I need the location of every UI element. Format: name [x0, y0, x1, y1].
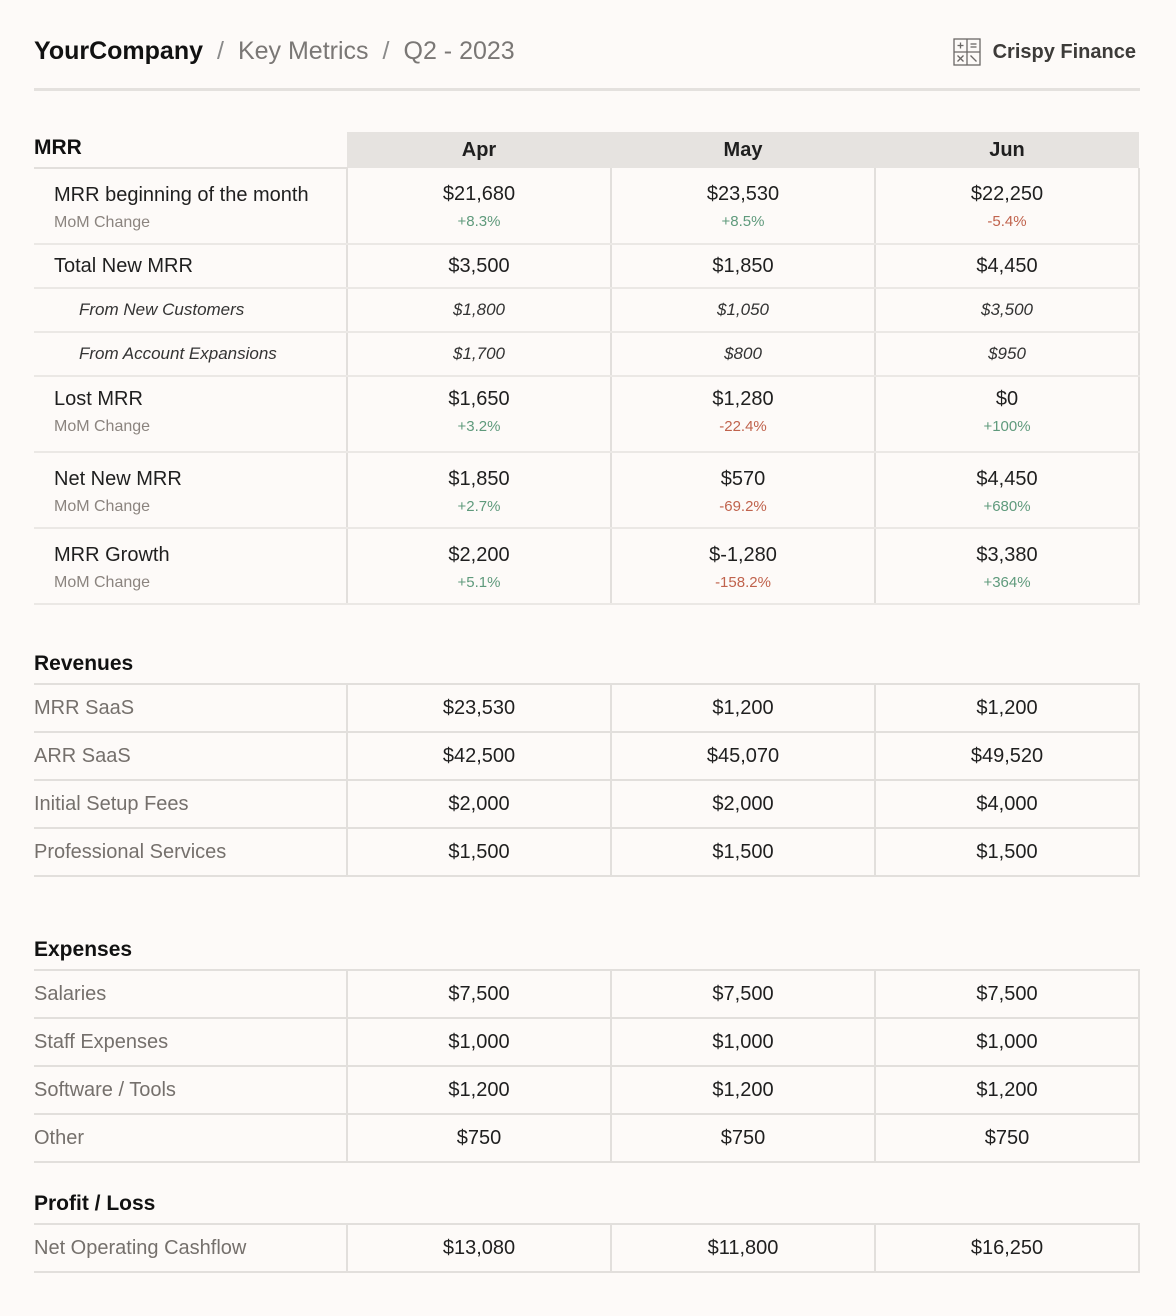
- value: $750: [875, 1114, 1139, 1162]
- month-header: May: [611, 132, 875, 168]
- value: $1,800: [347, 288, 611, 332]
- value: $23,530: [706, 183, 780, 205]
- table-row: [34, 1018, 1139, 1066]
- value-cell: [347, 168, 611, 244]
- table-row: [34, 828, 1139, 876]
- table-row: [34, 288, 1139, 332]
- value: $1,200: [347, 1066, 611, 1114]
- value-cell: [611, 168, 875, 244]
- table-row: [34, 684, 1139, 732]
- mom-change: -5.4%: [987, 213, 1027, 230]
- value: $1,050: [611, 288, 875, 332]
- brand-name[interactable]: Crispy Finance: [992, 40, 1136, 63]
- value: $950: [875, 332, 1139, 376]
- table-row: [34, 244, 1139, 288]
- value-cell: [875, 452, 1139, 528]
- mom-change-label: MoM Change: [54, 498, 151, 515]
- value: $2,000: [347, 780, 611, 828]
- row-label: Net New MRR: [54, 468, 182, 490]
- row-label: From New Customers: [34, 288, 347, 332]
- table-row: [34, 528, 1139, 604]
- value: $7,500: [611, 970, 875, 1018]
- value: $3,500: [875, 288, 1139, 332]
- section-title-profit-loss: Profit / Loss: [34, 1184, 1139, 1224]
- value-cell: [875, 168, 1139, 244]
- breadcrumb-period: Q2 - 2023: [403, 37, 515, 65]
- row-label-cell: [34, 376, 347, 452]
- row-label: ARR SaaS: [34, 732, 347, 780]
- value: $750: [611, 1114, 875, 1162]
- value-cell: [875, 376, 1139, 452]
- row-label: Other: [34, 1114, 347, 1162]
- mom-change: +8.5%: [721, 213, 765, 230]
- value: $3,380: [976, 544, 1038, 566]
- brand: [953, 38, 1136, 66]
- breadcrumb-separator: /: [382, 37, 390, 65]
- row-label-cell: [34, 452, 347, 528]
- value: $42,500: [347, 732, 611, 780]
- expenses-table: [34, 930, 1140, 1163]
- value: $1,000: [611, 1018, 875, 1066]
- value: $4,450: [875, 244, 1139, 288]
- value: $23,530: [347, 684, 611, 732]
- mom-change: +680%: [983, 498, 1031, 515]
- breadcrumb-section[interactable]: Key Metrics: [237, 37, 369, 65]
- revenues-table: [34, 644, 1140, 877]
- row-label: Total New MRR: [34, 244, 347, 288]
- value: $13,080: [347, 1224, 611, 1272]
- value: $1,500: [875, 828, 1139, 876]
- value: $21,680: [442, 183, 516, 205]
- section-title-row: [34, 644, 1139, 684]
- value: $1,850: [611, 244, 875, 288]
- section-title-expenses: Expenses: [34, 930, 1139, 970]
- value: $1,850: [448, 468, 510, 490]
- mom-change: -158.2%: [715, 574, 771, 591]
- value-cell: [611, 376, 875, 452]
- value: $1,500: [611, 828, 875, 876]
- table-row: [34, 376, 1139, 452]
- value: $7,500: [875, 970, 1139, 1018]
- value: $800: [611, 332, 875, 376]
- value: $1,000: [347, 1018, 611, 1066]
- table-row: [34, 1066, 1139, 1114]
- row-label: Professional Services: [34, 828, 347, 876]
- breadcrumb: [34, 36, 515, 66]
- value: $-1,280: [709, 544, 777, 566]
- row-label-cell: [34, 168, 347, 244]
- month-header: Apr: [347, 132, 611, 168]
- value: $1,200: [875, 1066, 1139, 1114]
- value: $1,500: [347, 828, 611, 876]
- month-header: Jun: [875, 132, 1139, 168]
- mom-change: +364%: [983, 574, 1031, 591]
- value-cell: [611, 528, 875, 604]
- table-row: [34, 1114, 1139, 1162]
- value-cell: [875, 528, 1139, 604]
- mom-change-label: MoM Change: [54, 574, 151, 591]
- section-title-row: [34, 930, 1139, 970]
- value: $11,800: [611, 1224, 875, 1272]
- row-label: Net Operating Cashflow: [34, 1224, 347, 1272]
- page-header: [34, 0, 1140, 91]
- value: $7,500: [347, 970, 611, 1018]
- value-cell: [347, 376, 611, 452]
- section-title-revenues: Revenues: [34, 644, 1139, 684]
- breadcrumb-company[interactable]: YourCompany: [34, 37, 203, 65]
- value: $22,250: [970, 183, 1044, 205]
- value: $2,000: [611, 780, 875, 828]
- profit-loss-table: [34, 1184, 1140, 1273]
- row-label-cell: [34, 528, 347, 604]
- table-row: [34, 970, 1139, 1018]
- value-cell: [347, 452, 611, 528]
- value: $1,000: [875, 1018, 1139, 1066]
- section-title-mrr: MRR: [34, 132, 347, 168]
- value: $1,700: [347, 332, 611, 376]
- value: $1,280: [712, 388, 774, 410]
- row-label: MRR beginning of the month: [54, 184, 309, 206]
- mrr-header-row: [34, 132, 1139, 168]
- mom-change: -22.4%: [719, 418, 767, 435]
- mom-change: +100%: [983, 418, 1031, 435]
- breadcrumb-separator: /: [217, 37, 224, 65]
- table-row: [34, 452, 1139, 528]
- value: $4,450: [976, 468, 1038, 490]
- value: $3,500: [347, 244, 611, 288]
- value-cell: [611, 452, 875, 528]
- value: $750: [347, 1114, 611, 1162]
- value: $1,200: [875, 684, 1139, 732]
- value: $45,070: [611, 732, 875, 780]
- value: $570: [720, 468, 766, 490]
- value: $49,520: [875, 732, 1139, 780]
- table-row: [34, 780, 1139, 828]
- table-row: [34, 1224, 1139, 1272]
- row-label: Staff Expenses: [34, 1018, 347, 1066]
- table-row: [34, 168, 1139, 244]
- mom-change: +8.3%: [457, 213, 501, 230]
- mrr-table: [34, 132, 1140, 605]
- calculator-icon: [953, 38, 981, 66]
- mom-change: -69.2%: [719, 498, 767, 515]
- table-row: [34, 332, 1139, 376]
- row-label: MRR Growth: [54, 544, 170, 566]
- value: $4,000: [875, 780, 1139, 828]
- value: $1,200: [611, 684, 875, 732]
- value: $16,250: [875, 1224, 1139, 1272]
- row-label: Salaries: [34, 970, 347, 1018]
- section-title-row: [34, 1184, 1139, 1224]
- row-label: Lost MRR: [54, 388, 143, 410]
- mom-change: +5.1%: [457, 574, 501, 591]
- row-label: From Account Expansions: [34, 332, 347, 376]
- mom-change: +3.2%: [457, 418, 501, 435]
- table-row: [34, 732, 1139, 780]
- value: $1,200: [611, 1066, 875, 1114]
- row-label: MRR SaaS: [34, 684, 347, 732]
- mom-change-label: MoM Change: [54, 418, 151, 435]
- value-cell: [347, 528, 611, 604]
- mom-change-label: MoM Change: [54, 214, 151, 231]
- row-label: Software / Tools: [34, 1066, 347, 1114]
- value: $2,200: [448, 544, 510, 566]
- value: $0: [995, 388, 1019, 410]
- mom-change: +2.7%: [457, 498, 501, 515]
- value: $1,650: [448, 388, 510, 410]
- row-label: Initial Setup Fees: [34, 780, 347, 828]
